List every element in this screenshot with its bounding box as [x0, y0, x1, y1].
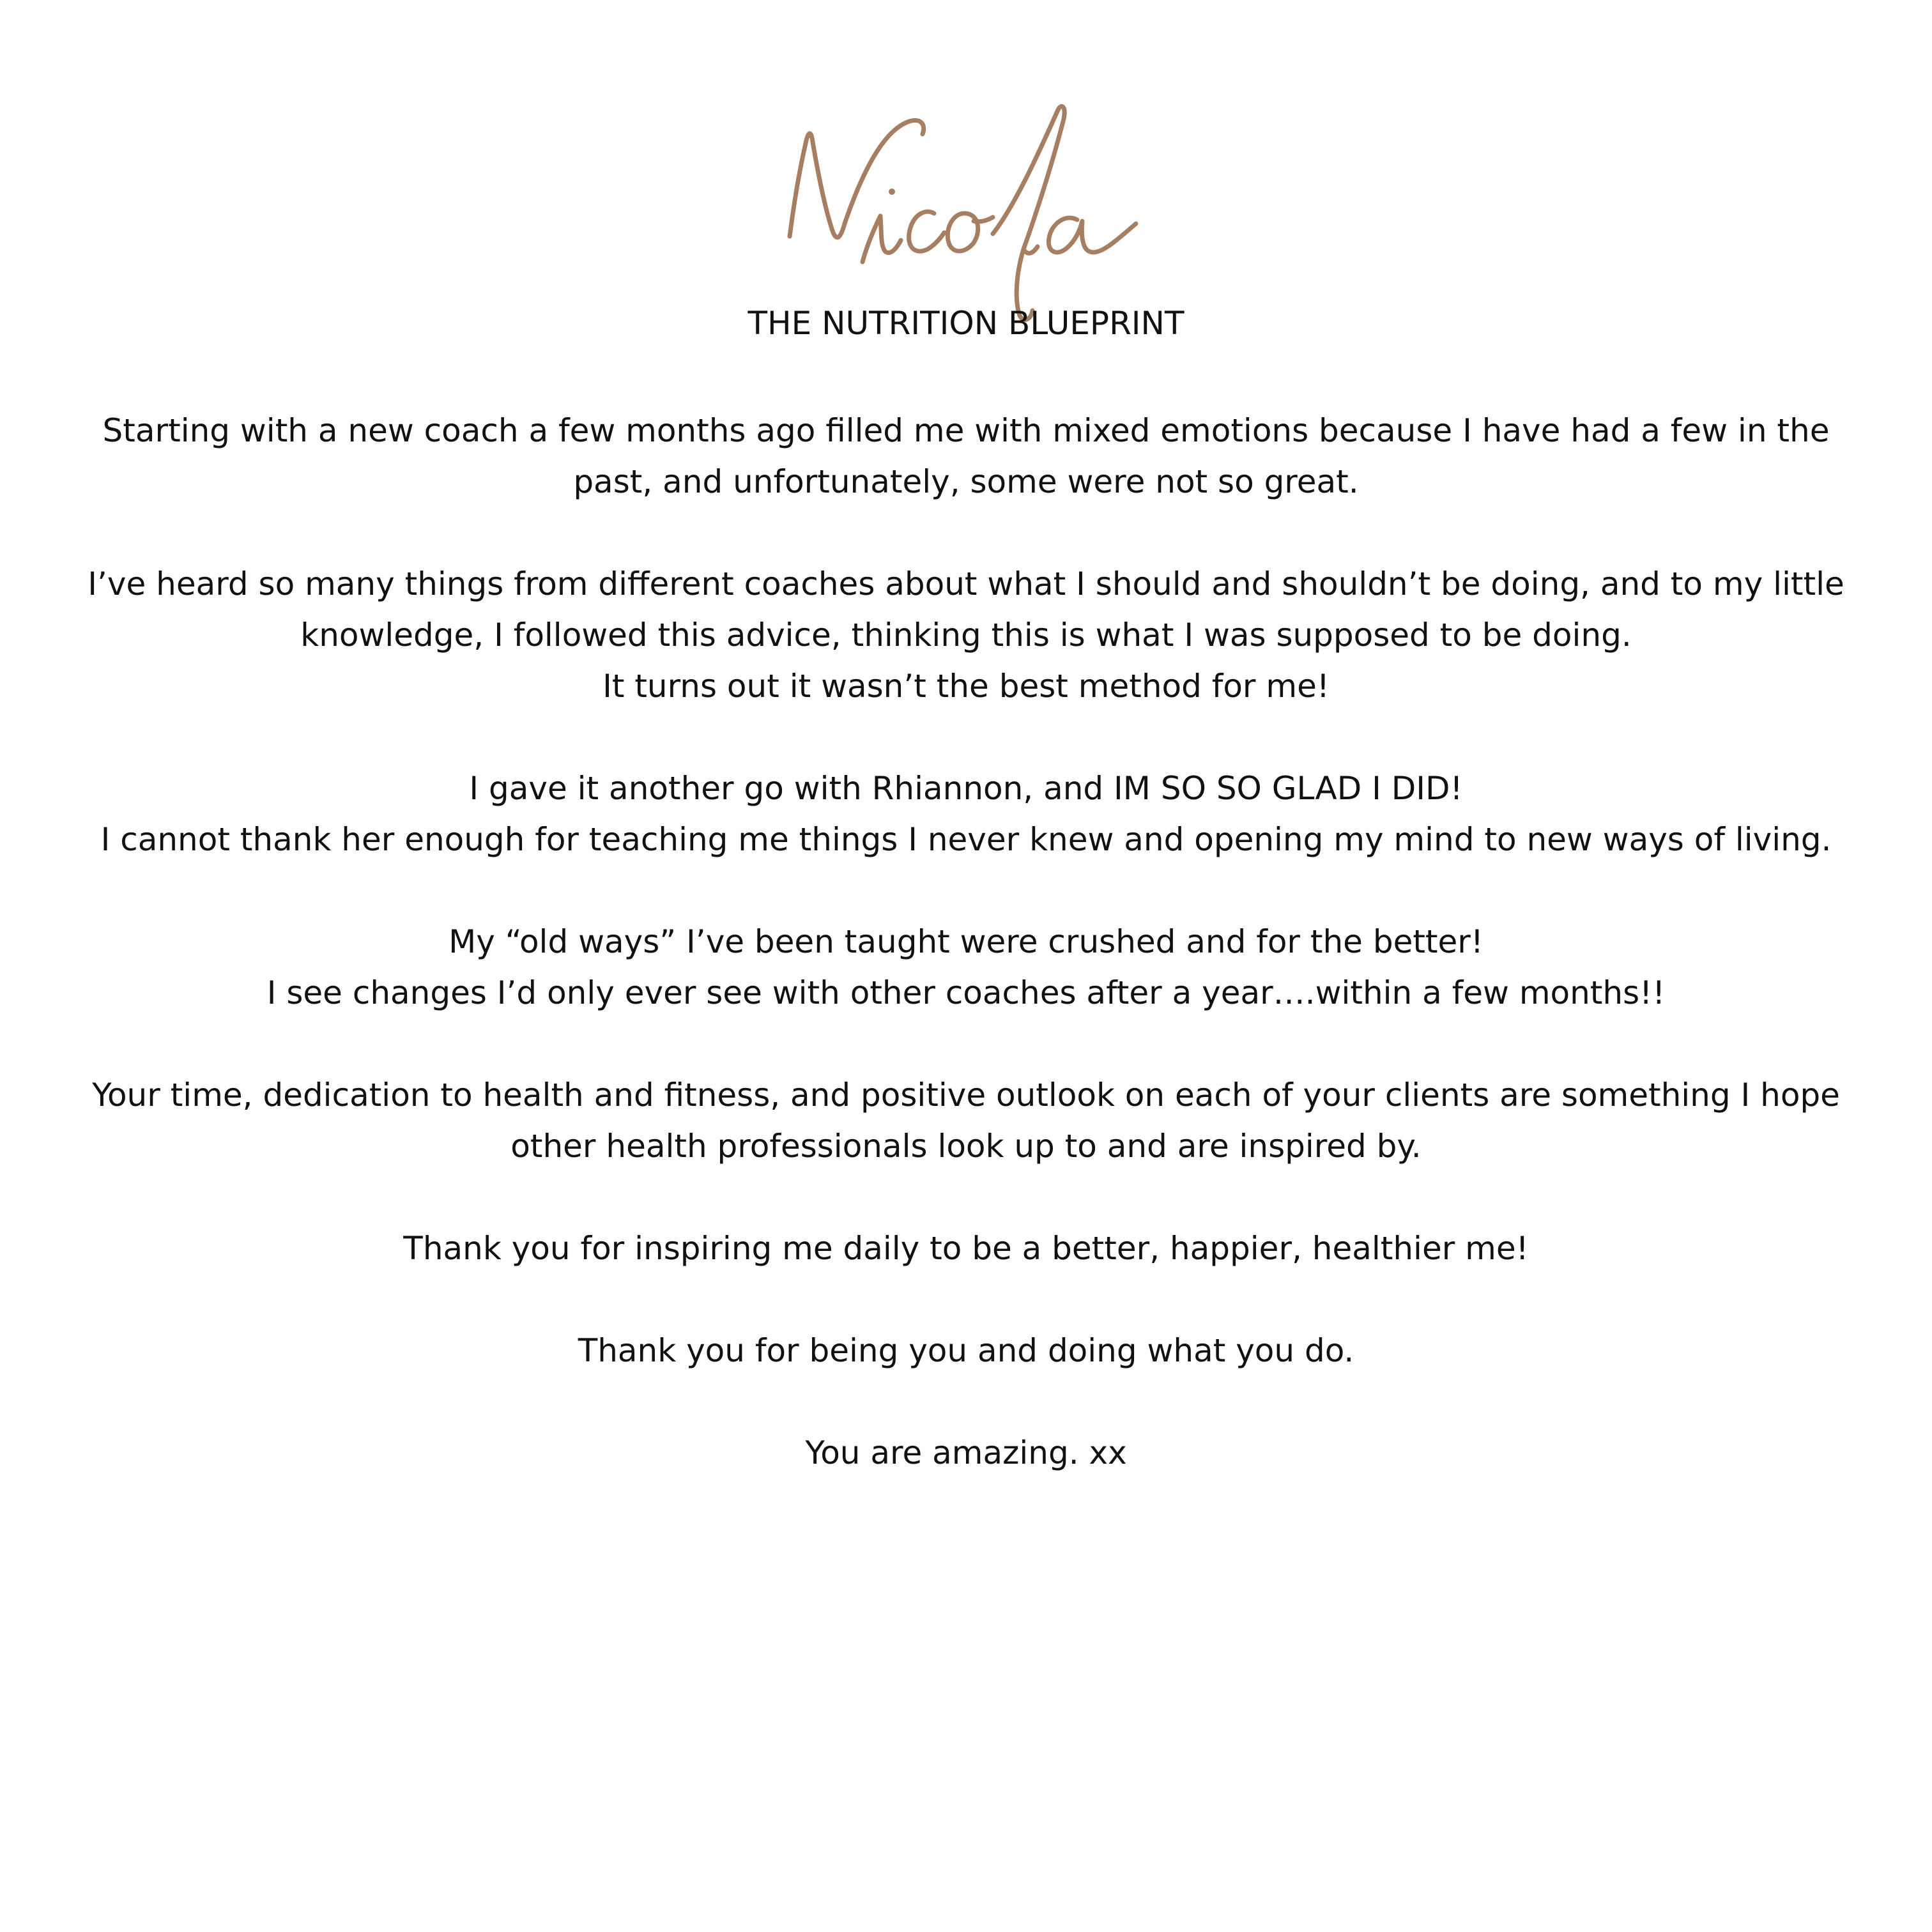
testimonial-body: [51, 405, 1881, 1529]
paragraph-line: other health professionals look up to and are inspired by.: [510, 1128, 1422, 1165]
paragraph-line: You are amazing. xx: [805, 1434, 1127, 1471]
signature-nicola-image: [767, 96, 1201, 326]
paragraph-line: Thank you for being you and doing what you do.: [578, 1332, 1354, 1369]
paragraph-line: I gave it another go with Rhiannon, and IM SO SO GLAD I DID!: [469, 770, 1463, 807]
paragraph-line: past, and unfortunately, some were not so great.: [573, 463, 1359, 500]
signature-logo: [767, 96, 1201, 326]
paragraph-rhiannon: [51, 763, 1881, 865]
paragraph-old-ways: [51, 916, 1881, 1018]
paragraph-line: knowledge, I followed this advice, thinking this is what I was supposed to be doing.: [300, 617, 1632, 654]
paragraph-thanks-being-you: [51, 1325, 1881, 1376]
paragraph-line: Starting with a new coach a few months ago filled me with mixed emotions because I have had a few in the: [102, 412, 1830, 449]
paragraph-line: I see changes I’d only ever see with other coaches after a year….within a few months!!: [266, 974, 1666, 1011]
paragraph-line: I’ve heard so many things from different coaches about what I should and shouldn’t be doing, and to my little: [88, 565, 1844, 602]
paragraph-thanks-inspiring: [51, 1223, 1881, 1274]
paragraph-past-coaches: [51, 558, 1881, 712]
program-subtitle: THE NUTRITION BLUEPRINT: [747, 305, 1184, 342]
paragraph-line: It turns out it wasn’t the best method for me!: [602, 668, 1330, 705]
paragraph-line: Thank you for inspiring me daily to be a better, happier, healthier me!: [403, 1230, 1529, 1267]
paragraph-dedication: [51, 1070, 1881, 1172]
paragraph-line: Your time, dedication to health and fitness, and positive outlook on each of your clients are something I hope: [92, 1077, 1840, 1114]
paragraph-line: My “old ways” I’ve been taught were crushed and for the better!: [448, 923, 1483, 960]
paragraph-closing: [51, 1427, 1881, 1478]
paragraph-intro: [51, 405, 1881, 507]
paragraph-line: I cannot thank her enough for teaching me things I never knew and opening my mind to new ways of living.: [100, 821, 1832, 858]
